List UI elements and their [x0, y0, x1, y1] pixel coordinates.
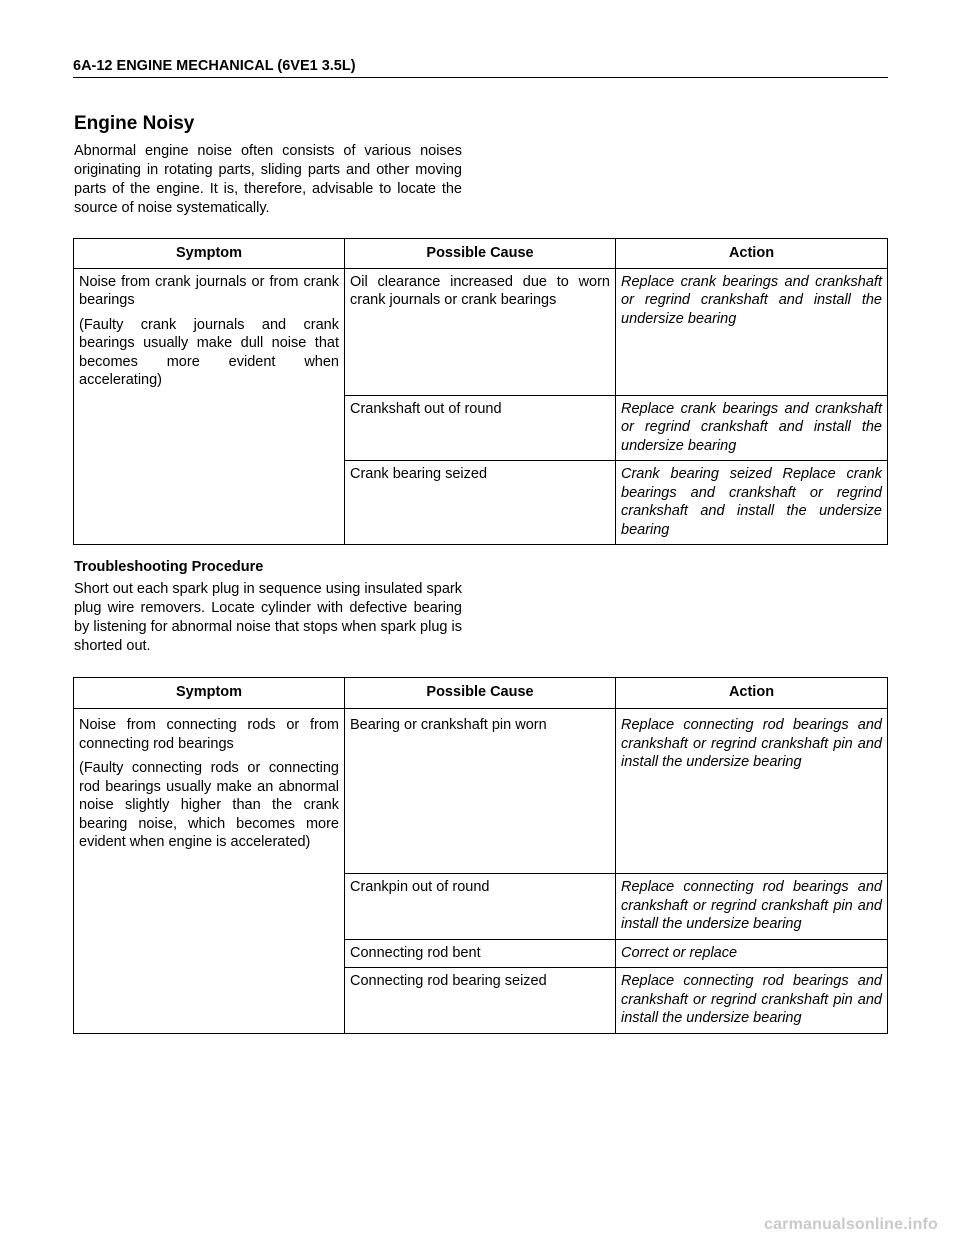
table-row	[74, 709, 888, 874]
table-header-row	[74, 239, 888, 269]
action-cell: Replace crank bearings and crankshaft or regrind crankshaft and install the undersize bearing	[616, 268, 888, 395]
page-header: 6A-12 ENGINE MECHANICAL (6VE1 3.5L)	[73, 58, 888, 78]
cause-header: Possible Cause	[345, 239, 616, 269]
symptom-header: Symptom	[74, 678, 345, 709]
watermark: carmanualsonline.info	[763, 1216, 938, 1233]
procedure-title: Troubleshooting Procedure	[74, 559, 264, 575]
procedure-paragraph: Short out each spark plug in sequence using insulated spark plug wire removers. Locate cylinder with defective bearing by listening for abnormal noise that stops when spark plug is shorted out.	[74, 581, 462, 654]
symptom-header: Symptom	[74, 239, 345, 269]
symptom-text: Noise from connecting rods or from connecting rod bearings	[79, 717, 339, 752]
symptom-text: Noise from crank journals or from crank bearings	[79, 273, 339, 308]
action-cell: Replace connecting rod bearings and crankshaft or regrind crankshaft pin and install the undersize bearing	[616, 968, 888, 1034]
connecting-rod-table	[73, 677, 888, 1034]
cause-cell: Connecting rod bearing seized	[345, 968, 616, 1034]
cause-cell: Crank bearing seized	[345, 461, 616, 545]
cause-cell: Oil clearance increased due to worn crank journals or crank bearings	[345, 268, 616, 395]
table-header-row	[74, 678, 888, 709]
symptom-note: (Faulty connecting rods or connecting rod bearings usually make an abnormal noise slightly higher than the crank bearing noise, which becomes more evident when engine is accelerated)	[79, 760, 339, 850]
action-header: Action	[616, 239, 888, 269]
action-cell: Replace connecting rod bearings and crankshaft or regrind crankshaft pin and install the undersize bearing	[616, 709, 888, 874]
table-row	[74, 268, 888, 395]
cause-cell: Crankshaft out of round	[345, 395, 616, 461]
action-cell: Crank bearing seized Replace crank bearings and crankshaft or regrind crankshaft and install the undersize bearing	[616, 461, 888, 545]
symptom-cell	[74, 268, 345, 545]
cause-cell: Crankpin out of round	[345, 874, 616, 940]
cause-cell: Connecting rod bent	[345, 939, 616, 968]
crank-bearing-table	[73, 238, 888, 545]
symptom-cell	[74, 709, 345, 1034]
cause-cell: Bearing or crankshaft pin worn	[345, 709, 616, 874]
action-cell: Replace crank bearings and crankshaft or regrind crankshaft and install the undersize bearing	[616, 395, 888, 461]
symptom-note: (Faulty crank journals and crank bearings usually make dull noise that becomes more evident when accelerating)	[79, 316, 339, 388]
cause-header: Possible Cause	[345, 678, 616, 709]
action-cell: Replace connecting rod bearings and crankshaft or regrind crankshaft pin and install the undersize bearing	[616, 874, 888, 940]
action-header: Action	[616, 678, 888, 709]
action-cell: Correct or replace	[616, 939, 888, 968]
intro-paragraph: Abnormal engine noise often consists of various noises originating in rotating parts, sliding parts and other moving parts of the engine. It is, therefore, advisable to locate the source of noise systematically.	[74, 143, 462, 216]
section-title: Engine Noisy	[74, 113, 195, 134]
